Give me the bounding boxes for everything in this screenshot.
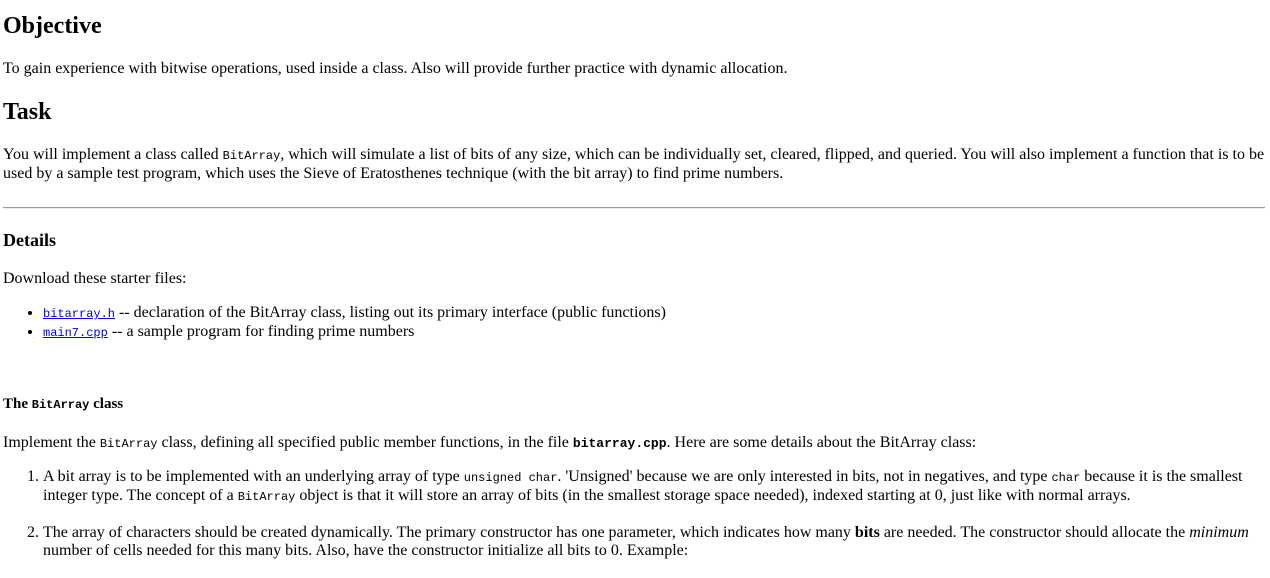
details-heading: Details xyxy=(3,230,56,250)
file-description: -- a sample program for finding prime numbers xyxy=(107,323,415,340)
item-bold-text: bits xyxy=(854,524,880,541)
bitarray-details-list xyxy=(3,468,1265,578)
item-text: A bit array is to be implemented with an underlying array of type xyxy=(43,468,464,485)
item-text: . 'Unsigned' because we are only interested in bits, not in negatives, and type xyxy=(557,468,1052,485)
intro-class-code: BitArray xyxy=(99,437,158,451)
item-text: are needed. The constructor should allocate the xyxy=(879,524,1190,541)
bitarray-h-link[interactable]: bitarray.h xyxy=(43,307,116,321)
item-text: because it is the smallest integer type. The concept of a xyxy=(43,468,1243,504)
section-divider xyxy=(3,207,1265,209)
heading-prefix: The xyxy=(3,396,32,412)
task-heading: Task xyxy=(3,99,52,125)
list-item xyxy=(43,323,666,342)
objective-text: To gain experience with bitwise operations, used inside a class. Also will provide further practice with dynamic allocation. xyxy=(3,60,788,77)
task-text xyxy=(3,146,1265,183)
task-text-part-2: , which will simulate a list of bits of any size, which can be individually set, cleared, flipped, and queried. You will also implement a function that is to be used by a sample test program, which uses the Sieve of Eratosthenes technique (with the bit array) to find prime numbers. xyxy=(3,146,1265,182)
download-intro: Download these starter files: xyxy=(3,270,187,287)
starter-file-list xyxy=(3,304,666,342)
bitarray-class-heading xyxy=(3,395,123,414)
heading-class-code: BitArray xyxy=(31,398,90,412)
intro-part-2: class, defining all specified public member functions, in the file xyxy=(157,434,573,451)
intro-part-1: Implement the xyxy=(3,434,100,451)
item-text: object is that it will store an array of bits (in the smallest storage space needed), indexed starting at 0, just like with normal arrays. xyxy=(295,487,1131,504)
bitarray-intro xyxy=(3,434,1265,453)
item-text: The array of characters should be created dynamically. The primary constructor has one parameter, which indicates how many xyxy=(43,524,855,541)
intro-part-3: . Here are some details about the BitArray class: xyxy=(666,434,977,451)
heading-suffix: class xyxy=(89,396,124,412)
task-text-part-1: You will implement a class called xyxy=(3,146,223,163)
task-class-code: BitArray xyxy=(222,149,281,163)
item-code: BitArray xyxy=(237,490,296,504)
item-italic-text: minimum xyxy=(1189,524,1249,541)
item-text: number of cells needed for this many bits. Also, have the constructor initialize all bits to 0. Example: xyxy=(43,542,689,559)
list-item xyxy=(43,524,1265,560)
item-code: char xyxy=(1051,471,1081,485)
main7-cpp-link[interactable]: main7.cpp xyxy=(43,326,108,340)
objective-heading: Objective xyxy=(3,13,102,39)
list-item xyxy=(43,304,666,323)
item-code: unsigned char xyxy=(463,471,558,485)
intro-file-name: bitarray.cpp xyxy=(572,436,667,451)
file-description: -- declaration of the BitArray class, listing out its primary interface (public functions) xyxy=(115,304,666,321)
list-item xyxy=(43,468,1265,506)
